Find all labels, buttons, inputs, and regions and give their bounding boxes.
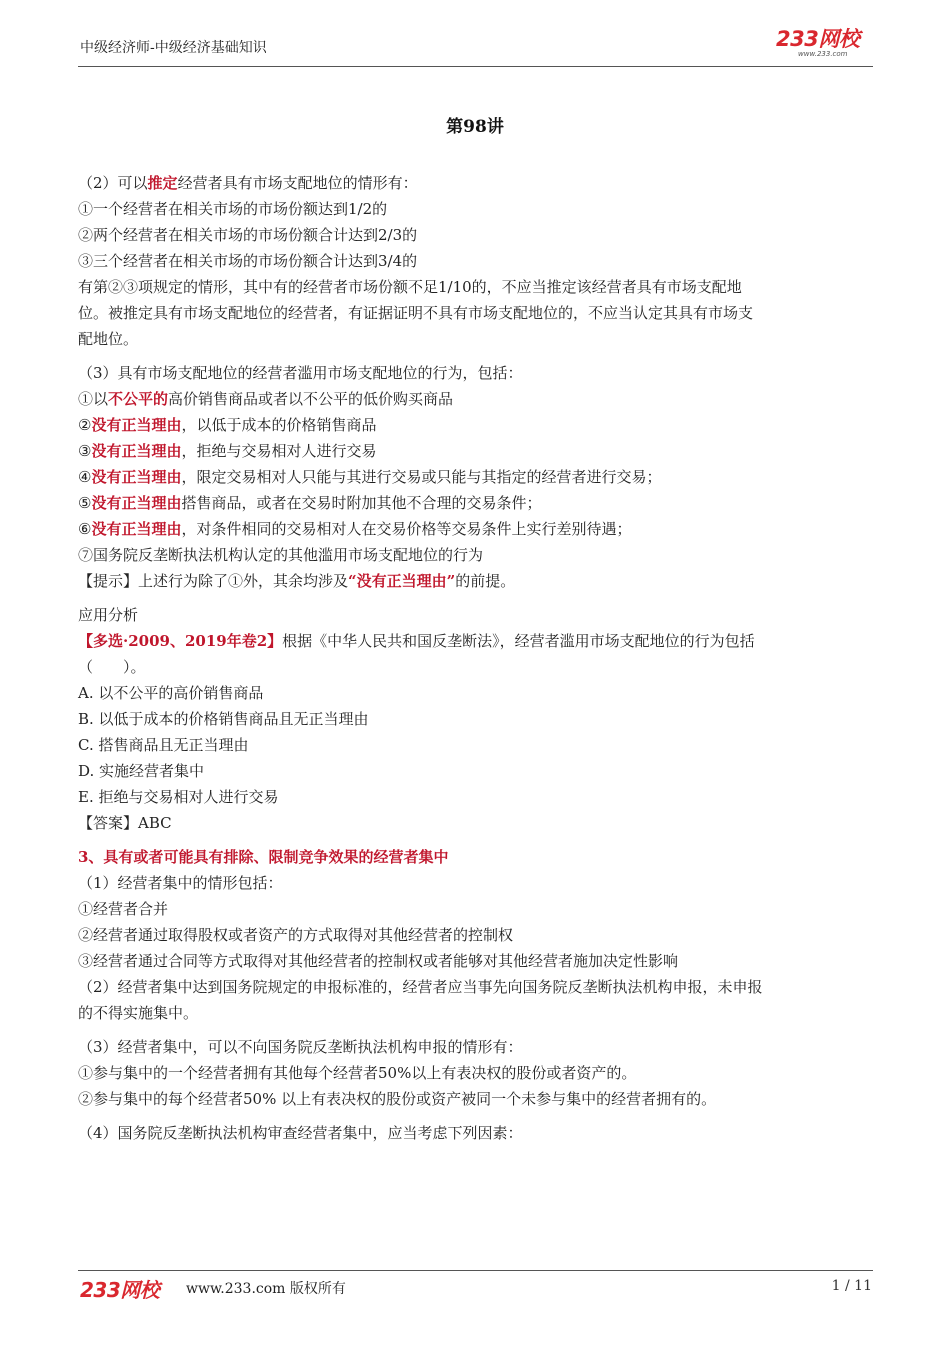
text-segment: ①参与集中的一个经营者拥有其他每个经营者50%以上有表决权的股份或者资产的。 bbox=[78, 1064, 637, 1082]
text-line bbox=[78, 602, 875, 628]
logo-mark bbox=[776, 28, 874, 50]
page-number: 1 / 11 bbox=[831, 1278, 872, 1294]
highlighted-text: 没有正当理由 bbox=[91, 416, 182, 434]
text-segment: ②参与集中的每个经营者50% 以上有表决权的股份或资产被同一个未参与集中的经营者拥有的。 bbox=[78, 1090, 717, 1108]
text-segment: ③三个经营者在相关市场的市场份额合计达到3/4的 bbox=[78, 252, 418, 270]
text-segment: E. 拒绝与交易相对人进行交易 bbox=[78, 788, 279, 806]
text-segment: ，以低于成本的价格销售商品 bbox=[181, 416, 377, 434]
footer-divider bbox=[78, 1270, 873, 1271]
text-line bbox=[78, 948, 875, 974]
text-line bbox=[78, 1120, 875, 1146]
highlighted-text: 【多选·2009、2019年卷2】 bbox=[78, 632, 283, 650]
header-title: 中级经济师-中级经济基础知识 bbox=[80, 40, 267, 56]
text-line bbox=[78, 732, 875, 758]
text-segment: 根据《中华人民共和国反垄断法》，经营者滥用市场支配地位的行为包括 bbox=[282, 632, 755, 650]
text-segment: （3）具有市场支配地位的经营者滥用市场支配地位的行为，包括： bbox=[78, 364, 523, 382]
highlighted-text: 没有正当理由 bbox=[91, 520, 182, 538]
text-segment: ，拒绝与交易相对人进行交易 bbox=[181, 442, 377, 460]
text-line bbox=[78, 386, 875, 412]
text-line bbox=[78, 628, 875, 654]
logo-url: www.233.com bbox=[798, 50, 848, 58]
text-segment: 的不得实施集中。 bbox=[78, 1004, 199, 1022]
text-segment: ② bbox=[78, 416, 92, 434]
text-line bbox=[78, 1034, 875, 1060]
text-segment: ，限定交易相对人只能与其进行交易或只能与其指定的经营者进行交易； bbox=[181, 468, 662, 486]
text-segment: 位。被推定具有市场支配地位的经营者，有证据证明不具有市场支配地位的，不应当认定其具有市场支 bbox=[78, 304, 754, 322]
footer-logo[interactable]: 233网校 bbox=[80, 1278, 160, 1302]
text-segment: ②两个经营者在相关市场的市场份额合计达到2/3的 bbox=[78, 226, 418, 244]
text-line bbox=[78, 784, 875, 810]
text-segment: C. 搭售商品且无正当理由 bbox=[78, 736, 249, 754]
logo-number: 233 bbox=[776, 27, 819, 51]
text-line bbox=[78, 196, 875, 222]
text-line bbox=[78, 870, 875, 896]
text-line bbox=[78, 758, 875, 784]
text-segment: 的前提。 bbox=[455, 572, 516, 590]
text-segment: 搭售商品，或者在交易时附加其他不合理的交易条件； bbox=[181, 494, 542, 512]
highlighted-text: 没有正当理由 bbox=[91, 442, 182, 460]
highlighted-text: “没有正当理由” bbox=[348, 572, 456, 590]
text-line bbox=[78, 170, 875, 196]
text-line bbox=[78, 464, 875, 490]
text-line bbox=[78, 326, 875, 352]
paragraph-gap bbox=[78, 352, 875, 360]
text-segment: ①一个经营者在相关市场的市场份额达到1/2的 bbox=[78, 200, 388, 218]
text-line bbox=[78, 810, 875, 836]
paragraph-gap bbox=[78, 1112, 875, 1120]
text-segment: A. 以不公平的高价销售商品 bbox=[78, 684, 264, 702]
text-line bbox=[78, 490, 875, 516]
text-line bbox=[78, 974, 875, 1000]
text-segment: ①经营者合并 bbox=[78, 900, 169, 918]
text-segment: ③ bbox=[78, 442, 92, 460]
text-line bbox=[78, 680, 875, 706]
text-segment: （4）国务院反垄断执法机构审查经营者集中，应当考虑下列因素： bbox=[78, 1124, 523, 1142]
site-logo[interactable] bbox=[776, 28, 874, 62]
text-segment: ④ bbox=[78, 468, 92, 486]
highlighted-text: 推定 bbox=[147, 174, 178, 192]
text-line bbox=[78, 438, 875, 464]
text-segment: ⑤ bbox=[78, 494, 92, 512]
text-line bbox=[78, 844, 875, 870]
text-line bbox=[78, 516, 875, 542]
text-segment: D. 实施经营者集中 bbox=[78, 762, 205, 780]
logo-chinese: 网校 bbox=[818, 27, 860, 51]
highlighted-text: 没有正当理由 bbox=[91, 494, 182, 512]
text-segment: B. 以低于成本的价格销售商品且无正当理由 bbox=[78, 710, 369, 728]
text-line bbox=[78, 706, 875, 732]
paragraph-gap bbox=[78, 1026, 875, 1034]
text-segment: （2）可以 bbox=[78, 174, 148, 192]
text-line bbox=[78, 222, 875, 248]
text-segment: 【提示】上述行为除了①外，其余均涉及 bbox=[78, 572, 349, 590]
text-segment: （2）经营者集中达到国务院规定的申报标准的，经营者应当事先向国务院反垄断执法机构申报，未申报 bbox=[78, 978, 763, 996]
text-segment: 经营者具有市场支配地位的情形有： bbox=[177, 174, 418, 192]
text-segment: （3）经营者集中，可以不向国务院反垄断执法机构申报的情形有： bbox=[78, 1038, 523, 1056]
text-segment: 有第②③项规定的情形，其中有的经营者市场份额不足1/10的，不应当推定该经营者具有市场支配地 bbox=[78, 278, 742, 296]
text-line bbox=[78, 922, 875, 948]
text-segment: ，对条件相同的交易相对人在交易价格等交易条件上实行差别待遇； bbox=[181, 520, 632, 538]
text-line bbox=[78, 360, 875, 386]
text-line bbox=[78, 248, 875, 274]
text-segment: 【答案】ABC bbox=[78, 814, 172, 832]
text-segment: （ ）。 bbox=[78, 658, 146, 676]
text-line bbox=[78, 1000, 875, 1026]
highlighted-text: 不公平的 bbox=[108, 390, 169, 408]
text-line bbox=[78, 412, 875, 438]
text-line bbox=[78, 300, 875, 326]
text-segment: 配地位。 bbox=[78, 330, 139, 348]
text-segment: ⑦国务院反垄断执法机构认定的其他滥用市场支配地位的行为 bbox=[78, 546, 484, 564]
text-segment: ③经营者通过合同等方式取得对其他经营者的控制权或者能够对其他经营者施加决定性影响 bbox=[78, 952, 679, 970]
text-line bbox=[78, 896, 875, 922]
text-line bbox=[78, 1086, 875, 1112]
header-divider bbox=[78, 66, 873, 67]
text-segment: 高价销售商品或者以不公平的低价购买商品 bbox=[168, 390, 454, 408]
paragraph-gap bbox=[78, 836, 875, 844]
text-segment: ①以 bbox=[78, 390, 109, 408]
text-line bbox=[78, 542, 875, 568]
text-line bbox=[78, 1060, 875, 1086]
paragraph-gap bbox=[78, 594, 875, 602]
highlighted-text: 没有正当理由 bbox=[91, 468, 182, 486]
text-segment: ②经营者通过取得股权或者资产的方式取得对其他经营者的控制权 bbox=[78, 926, 514, 944]
text-segment: （1）经营者集中的情形包括： bbox=[78, 874, 283, 892]
text-line bbox=[78, 654, 875, 680]
document-body bbox=[78, 170, 875, 1146]
text-segment: 应用分析 bbox=[78, 606, 139, 624]
highlighted-text: 3、具有或者可能具有排除、限制竞争效果的经营者集中 bbox=[78, 848, 449, 866]
footer-copyright: www.233.com 版权所有 bbox=[186, 1281, 346, 1297]
text-segment: ⑥ bbox=[78, 520, 92, 538]
lecture-title: 第98讲 bbox=[446, 117, 504, 137]
text-line bbox=[78, 274, 875, 300]
text-line bbox=[78, 568, 875, 594]
